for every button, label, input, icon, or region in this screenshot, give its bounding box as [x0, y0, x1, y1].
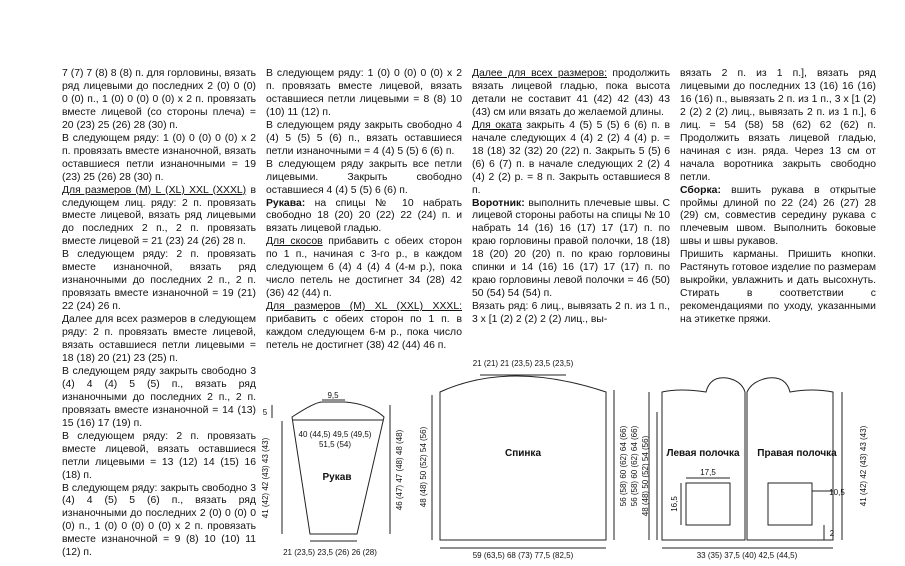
paragraph: Далее для всех размеров в следующем ряду: 2 п. провязать вместе лицевой, вязать оставшиеся петли лицевыми = 18 (18) 20 (21) 23 (25) п.: [62, 314, 256, 364]
underlined-heading: Далее для всех размеров:: [472, 68, 607, 79]
paragraph-text: выполнить плечевые швы. С лицевой стороны работы на спицы № 10 набрать 14 (16) 16 (17) 17 (17) п. по краю горловины правой полочки, 18 (18) 18 (20) 20 (20) п. по краю горловины спинки и 14 (16) 16 (17) 17 (17) п. по краю горловины левой полочки = 46 (50) 50 (54) 54 (54) п.: [472, 197, 670, 300]
back-label: Спинка: [504, 448, 542, 459]
fronts-schematic: [649, 378, 842, 548]
sleeve-schematic: [272, 400, 390, 541]
back-side-length: 48 (48) 50 (52) 54 (56): [419, 426, 428, 508]
bold-heading: Воротник:: [472, 197, 525, 209]
paragraph: Пришить карманы. Пришить кнопки. Растянуть готовое изделие по размерам выкройки, увлажнить и дать высохнуть. Стирать в соответствии с рекомендациями по уходу, указанными на этикетке пряжи.: [680, 249, 876, 326]
sleeve-total-length: 46 (47) 47 (48) 48 (48): [395, 429, 404, 511]
paragraph-text: на спицы № 10 набрать свободно 18 (20) 20 (22) 22 (24) п. и вязать лицевой гладью.: [266, 197, 462, 235]
sleeve-width-continued: 51,5 (54): [318, 440, 352, 449]
underlined-heading: Для скосов: [266, 236, 323, 248]
right-front-label: Правая полочка: [757, 448, 837, 459]
sleeve-top-width: 9,5: [327, 391, 339, 400]
paragraph: В следующем ряду закрыть все петли лицевыми. Закрыть свободно оставшиеся 4 (4) 5 (5) 6 (6) п.: [266, 158, 462, 196]
back-neck-width: 21 (21) 21 (23,5) 23,5 (23,5): [472, 359, 574, 368]
paragraph: В следующем ряду: 2 п. провязать вместе лицевой, вязать оставшиеся петли лицевыми = 13 (12) 14 (15) 16 (18) п.: [62, 430, 256, 481]
paragraph: В следующем ряду закрыть свободно 4 (4) 5 (5) 5 (6) п., вязать оставшиеся петли изнаночными = 4 (4) 5 (5) 6 (6) п.: [266, 119, 462, 157]
paragraph: В следующем ряду: 1 (0) 0 (0) 0 (0) х 2 п. провязать вместе изнаночной, вязать оставшиеся петли изнаночными = 19 (23) 25 (26) 28 (30) п.: [62, 132, 256, 183]
underlined-heading: Для размеров (M) L (XL) XXL (XXXL): [62, 184, 247, 196]
back-width: 59 (63,5) 68 (73) 77,5 (82,5): [472, 551, 574, 560]
paragraph: В следующем ряду закрыть свободно 3 (4) 4 (4) 5 (5) п., вязать ряд изнаночными до последних 2 п., 2 п. провязать вместе изнаночной = 14 (13) 15 (16) 17 (19) п.: [62, 365, 256, 429]
front-side-length: 48 (48) 50 (52) 54 (56): [641, 435, 650, 517]
sleeve-label: Рукав: [322, 472, 352, 483]
front-right-length: 41 (42) 42 (43) 43 (43): [859, 425, 868, 507]
sleeve-cap-height: 5: [262, 408, 268, 417]
paragraph: В следующем ряду: закрыть свободно 3 (4) 4 (5) 5 (6) п., вязать ряд изнаночными до последних 2 (0) 0 (0) 0 (0) п., 1 (0) 0 (0) 0 (0) х 2 п. провязать вместе изнаночной = 9 (8) 10 (10) 11 (12) п.: [62, 482, 256, 559]
paragraph: В следующем ряду: 2 п. провязать вместе изнаночной, вязать ряд изнаночными до последних 2 п., 2 п. провязать вместе изнаночной = 19 (21) 22 (24) 26 п.: [62, 249, 256, 313]
paragraph: Вязать ряд: 6 лиц., вывязать 2 п. из 1 п., 3 х [1 (2) 2 (2) 2 (2) лиц., вы-: [472, 301, 670, 326]
paragraph-text: в следующем лиц. ряду: 2 п. провязать вместе лицевой, вязать ряд лицевыми до последних 2 п., 2 п. провязать вместе лицевой = 21 (23) 24 (26) 28 п.: [62, 184, 256, 248]
pocket-hem-offset: 2: [829, 529, 835, 538]
sleeve-length: 41 (42) 42 (43) 43 (43): [261, 437, 270, 519]
bold-heading: Рукава:: [266, 197, 306, 209]
paragraph-text: вшить рукава в открытые проймы длиной по 22 (24) 26 (27) 28 (29) см, совместив середину рукава с плечевым швом. Выполнить боковые швы и швы рукавов.: [680, 184, 876, 248]
left-front-label: Левая полочка: [666, 448, 740, 459]
back-schematic: [432, 375, 614, 548]
pocket-height: 16,5: [670, 496, 679, 512]
left-pocket: [686, 483, 730, 525]
paragraph: 7 (7) 7 (8) 8 (8) п. для горловины, вязать ряд лицевыми до последних 2 (0) 0 (0) 0 (0) п., 1 (0) 0 (0) 0 (0) х 2 п. провязать вместе лицевой (со стороны плеча) = 20 (23) 25 (26) 28 (30) п.: [62, 68, 256, 131]
right-pocket: [768, 483, 812, 525]
underlined-heading: Для оката: [472, 119, 522, 131]
pocket-width: 17,5: [700, 468, 716, 477]
paragraph-text: прибавить с обеих сторон по 1 п. в каждом следующем 6-м р., пока число петель не достигнет (38) 42 (44) 46 п.: [266, 314, 462, 352]
bold-heading: Сборка:: [680, 184, 721, 196]
sleeve-bottom-width: 21 (23,5) 23,5 (26) 26 (28): [283, 548, 377, 557]
paragraph-text: прибавить с обеих сторон по 1 п., начиная с 3-го р., в каждом следующем 6 (4) 4 (4) 4 (4-м р.), пока число петель не достигнет 34 (28) 42 (36) 42 (44) п.: [266, 236, 462, 300]
paragraph-text: закрыть 4 (5) 5 (5) 6 (6) п. в начале следующих 4 (4) 2 (2) 4 (4) р. = 18 (18) 32 (32) 20 (22) п. Закрыть 5 (5) 6 (6) 6 (7) п. в начале следующих 2 (2) 4 (4) 2 (2) р. = 8 п. Закрыть оставшиеся 8 п.: [472, 119, 670, 196]
sleeve-width: 40 (44,5) 49,5 (49,5): [298, 430, 372, 439]
sleeve-outline: [292, 402, 384, 534]
paragraph-text: продолжить вязать лицевой гладью, пока высота детали не составит 41 (42) 42 (43) 43 (43) см или вязать до желаемой длины.: [472, 68, 670, 118]
underlined-heading: Для размеров (M) XL (XXL) XXXL:: [266, 301, 462, 313]
back-total-length: 56 (58) 60 (62) 64 (66): [619, 425, 628, 507]
paragraph: вязать 2 п. из 1 п.], вязать ряд лицевыми до последних 13 (16) 16 (16) 16 (16) п., вывязать 2 п. из 1 п., 3 х [1 (2) 2 (2) 2 (2) лиц., вывязать 2 п. из 1 п.], 6 лиц. = 54 (58) 58 (62) 62 (62) п. Продолжить вязать лицевой гладью, начиная с изн. ряда. Через 13 см от начала воротника закрыть свободно петли.: [680, 68, 876, 183]
front-total-length: 56 (58) 60 (62) 64 (66): [630, 425, 639, 507]
pocket-offset: 10,5: [829, 488, 845, 497]
front-width: 33 (35) 37,5 (40) 42,5 (44,5): [696, 551, 798, 560]
paragraph: В следующем ряду: 1 (0) 0 (0) 0 (0) х 2 п. провязать вместе лицевой, вязать оставшиеся петли лицевыми = 8 (8) 10 (10) 11 (12) п.: [266, 68, 462, 118]
